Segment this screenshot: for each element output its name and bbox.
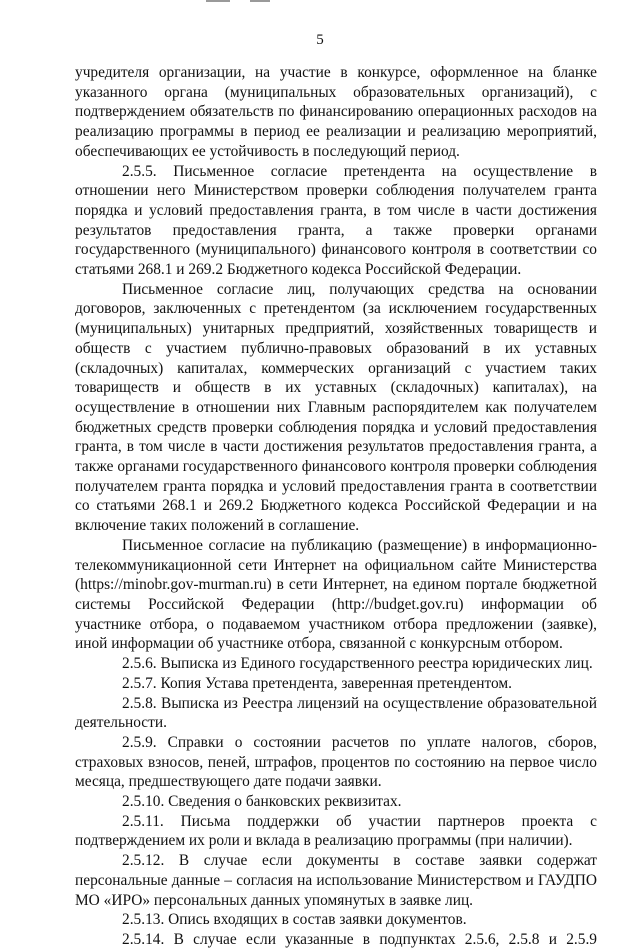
paragraph: учредителя организации, на участие в конкурсе, оформленное на бланке указанного органа (муниципальных образовательных организаций), с подтверждением обязательств по финансированию операционных расходов на реализацию программы в период ее реализации и реализацию мероприятий, обеспечивающих ее устойчивость в последующий период. (75, 64, 597, 160)
paragraph: 2.5.5. Письменное согласие претендента на осуществление в отношении него Министерством проверки соблюдения получателем гранта порядка и условий предоставления гранта, в том числе в части достижения результатов предоставления гранта, а также проверки органами государственного (муниципального) финансового контроля в соответствии со статьями 268.1 и 269.2 Бюджетного кодекса Российской Федерации. (75, 162, 597, 279)
paragraph: 2.5.9. Справки о состоянии расчетов по уплате налогов, сборов, страховых взносов, пеней, штрафов, процентов по состоянию на первое число месяца, предшествующего дате подачи заявки. (75, 733, 597, 791)
paragraph: 2.5.8. Выписка из Реестра лицензий на осуществление образовательной деятельности. (75, 694, 597, 732)
page-number: 5 (316, 32, 324, 48)
paragraph: 2.5.11. Письма поддержки об участии партнеров проекта с подтверждением их роли и вклада в реализацию программы (при наличии). (75, 812, 597, 850)
paragraph: 2.5.10. Сведения о банковских реквизитах. (122, 793, 402, 811)
paragraph: 2.5.6. Выписка из Единого государственного реестра юридических лиц. (122, 655, 593, 673)
paragraph: Письменное согласие на публикацию (размещение) в информационно-телекоммуникационной сети Интернет на официальном сайте Министерства (https://minobr.gov-murman.ru) в сети Интернет, на едином портале бюджетной системы Российской Федерации (http://budget.gov.ru) информации об участнике отбора, о подаваемом участником отбора предложении (заявке), иной информации об участнике отбора, связанной с конкурсным отбором. (75, 536, 597, 653)
paragraph: 2.5.7. Копия Устава претендента, заверенная претендентом. (122, 674, 512, 692)
scan-artifact-mark (250, 0, 270, 2)
document-body (75, 63, 597, 950)
paragraph: 2.5.13. Опись входящих в состав заявки документов. (122, 911, 467, 929)
scan-artifact-mark (206, 0, 230, 2)
paragraph: Письменное согласие лиц, получающих средства на основании договоров, заключенных с претендентом (за исключением государственных (муниципальных) унитарных предприятий, хозяйственных товариществ и обществ с участием публично-правовых образований в их уставных (складочных) капиталах, коммерческих организаций с участием таких товариществ и обществ в их уставных (складочных) капиталах), на осуществление в отношении них Главным распорядителем как получателем бюджетных средств проверки соблюдения порядка и условий предоставления гранта, в том числе в части достижения результатов предоставления гранта, а также органами государственного финансового контроля проверки соблюдения получателем гранта порядка и условий предоставления гранта в соответствии со статьями 268.1 и 269.2 Бюджетного кодекса Российской Федерации и на включение таких положений в соглашение. (75, 280, 597, 535)
paragraph: 2.5.14. В случае если указанные в подпунктах 2.5.6, 2.5.8 и 2.5.9 (122, 930, 597, 948)
paragraph: 2.5.12. В случае если документы в составе заявки содержат персональные данные – согласия на использование Министерством и ГАУДПО МО «ИРО» персональных данных упомянутых в заявке лиц. (75, 852, 597, 909)
